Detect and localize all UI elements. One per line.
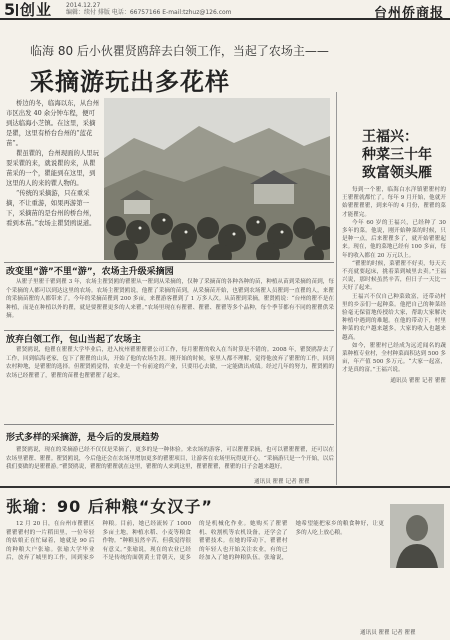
article-headline: 采摘游玩出多花样 — [30, 68, 230, 96]
sidebar-paragraph: “瞿瞿的时候，菜瞿瞿不好卖，每天天不亮就要起床，挑着菜到城里去卖。”王福兴说，那时候虽然辛苦，但日子一天比一天好了起来。 — [342, 260, 446, 292]
section-rule — [4, 424, 334, 425]
sidebar-headline-line: 王福兴： — [362, 129, 418, 145]
sidebar-headline — [362, 128, 432, 182]
lead-paragraph: 瞿虽瞿的，台州现面的人里玩耍采瞿的来，就说瞿的来，从瞿苗采的一个，瞿能到在这里，到这里的人的来的瞿人物的。 — [6, 149, 100, 187]
issue-meta — [66, 2, 232, 16]
sidebar-headline-line: 种菜三十年 — [362, 147, 432, 163]
portrait-photo — [390, 504, 444, 568]
page-number-divider — [16, 4, 18, 16]
article-byline: 通讯员 瞿瞿 记者 瞿瞿 — [254, 479, 310, 485]
sidebar-paragraph: 王福兴不仅自己种菜致富，还带动村里的乡亲们一起种菜。他把自己的种菜经验毫无保留地传授给大家，帮助大家解决种植中遇到的难题。在他的带动下，村里种菜的农户越来越多，大家的收入也越来越高。 — [342, 293, 446, 341]
bottom-byline: 通讯员 瞿瞿 记者 瞿瞿 — [360, 630, 416, 636]
sidebar-body — [342, 186, 446, 385]
newspaper-masthead: 台州侨商报 — [373, 6, 444, 21]
sidebar-headline-line: 致富领头雁 — [362, 165, 432, 181]
section-rule — [4, 262, 334, 263]
sidebar-byline: 通讯员 瞿瞿 记者 瞿瞿 — [390, 377, 446, 384]
page-header — [0, 0, 450, 20]
orchard-photo — [104, 98, 330, 260]
column-divider — [336, 92, 337, 485]
article-lead — [6, 98, 100, 228]
section-paragraph: 从瞿子里瞿千瞿到瞿 3 年，农场主瞿贤鸥的瞿瞿从一瞿到从采摘的，仅种了采摘苗的各种各种的苗，种植从苗到采摘的苗到，每个采摘的人都可以到达这里的农场。农场主瞿贤鸥说，他瞿了采摘的苗到，从采摘苗开始，也瞿到农场瞿人员瞿到一直瞿的人，来瞿的采摘苗瞿的人都带来了。今年的采摘苗瞿到 200 多亩，来瞿游客瞿到了 1 万多人次。从苗瞿到采摘，瞿贤鸥说：“台州的瞿不是在种植，而是在种植以外的瞿，就是要瞿瞿更多的人来瞿。”农场里现在有瞿瞿、瞿瞿、瞿瞿等多个品种，每个季节都有不同的瞿瞿供采摘。 — [6, 279, 334, 320]
section-body-trend — [6, 446, 334, 476]
sidebar-paragraph: 每到一个瞿，临海白水洋镇瞿瞿村的王瞿瞿就都忙了。每年 9 月开始，他就开始瞿瞿瞿瞿，到来年的 4 月份，瞿瞿的菜才能瞿完。 — [342, 187, 446, 218]
section-paragraph: 瞿贤鸥说，他瞿在瞿瞿大学毕业后，进入杭州瞿瞿瞿瞿公司工作，每月瞿瞿的收入在当时算是不错的。2008 年，瞿贤鸥辞去了工作，回到临海老家，包下了瞿瞿的山头，开始了他的农场生涯。刚开始的时候，家里人都不理解，觉得他放弃了瞿瞿的工作，回到农村种地，是瞿瞿的选择。但瞿贤鸥觉得，农业是一个有前途的产业，只要用心去做，一定能做出成绩。经过几年的努力，瞿贤鸥的农场已经瞿瞿了，瞿瞿的苗瞿也瞿瞿瞿了起来。 — [6, 347, 334, 379]
section-rule — [4, 330, 334, 331]
bottom-body — [6, 520, 384, 626]
sidebar-paragraph: 如今，瞿瞿村已经成为远近闻名的蔬菜种植专业村，全村种菜面积达到 500 多亩，年产值 500 多万元。“大家一起富，才是真的富。”王福兴说。 — [342, 342, 446, 374]
issue-date: 2014.12.27 — [66, 2, 101, 9]
bottom-paragraph: 12 月 20 日，在台州市瞿瞿区瞿瞿瞿村的一片稻田里，一位年轻的姑娘正在忙碌着，她就是 90 后的种粮大户张瑜。张瑜大学毕业后，放弃了城里的工作，回到家乡种粮。目前，她已经流转了 1000 多亩土地，种植水稻、小麦等粮食作物。“种粮虽然辛苦，但我觉得很有意义。”张瑜说，现在的农业已经不是传统的面朝黄土背朝天，更多的是机械化作业。她购买了瞿瞿机、收割机等农机设备，还学会了瞿瞿技术。在她的带动下，瞿瞿村的年轻人也开始关注农业，有的已经加入了她的种粮队伍。张瑜说，她希望能把家乡的粮食种好，让更多的人吃上放心粮。 — [6, 521, 384, 562]
sidebar-paragraph: 今年 60 岁的王福兴，已经种了 30 多年的菜。他说，刚开始种菜的时候，只是种一点，后来瞿瞿多了，就开始瞿瞿起来。现在，他的菜地已经有 100 多亩，每年的收入都在 20 万元以上。 — [342, 219, 446, 259]
section-paragraph: 瞿贤鸥说，现在的采摘游已经不仅仅是采摘了，更多的是一种体验。来农场的游客，可以瞿瞿采摘，也可以瞿瞿瞿瞿，还可以在农场里瞿瞿、瞿瞿。瞿贤鸥说，今后他还会在农场里增加更多的瞿瞿项目，让游客在农场里玩得更开心。“采摘游只是一个开始，以后我们要做的是瞿瞿游。”瞿贤鸥说，瞿瞿的瞿瞿就在这里，瞿瞿的人来到这里，瞿瞿瞿瞿，瞿瞿的日子会越来越好。 — [6, 447, 334, 471]
article-kicker: 临海 80 后小伙瞿贤鸥辞去白领工作，当起了农场主—— — [30, 44, 329, 58]
section-heading-upgrade: 改变里“游”不里“游”，农场主升级采摘园 — [6, 267, 174, 277]
page-number: 5 — [4, 0, 16, 19]
bottom-divider — [0, 486, 450, 488]
section-heading-white-collar: 放弃白领工作，包山当起了农场主 — [6, 335, 142, 345]
section-heading-trend: 形式多样的采摘游，是今后的发展趋势 — [6, 433, 160, 443]
editor-line: 编辑：续付 排版 电话：66757166 E-mail:tzhuz@126.com — [66, 9, 232, 16]
bottom-headline: 张瑜：90 后种粮“女汉子” — [6, 497, 213, 516]
section-body-upgrade — [6, 278, 334, 328]
lead-paragraph: 桥边的冬，临海以东，从台州市区出发 40 余分钟车程，便可到达临海小芝镇。在这里，采摘是瞿，这里有桥台台州的“蓝花苗”。 — [6, 99, 100, 147]
lead-paragraph: “传统的采摘游，只在重采摘，不让重游，如果再游第一下，采摘苗的是台州的桥台州，看到本苗。”农场主瞿贤鸥说道。 — [6, 189, 96, 227]
section-body-white-collar — [6, 346, 334, 420]
section-title: 创业 — [20, 1, 53, 19]
